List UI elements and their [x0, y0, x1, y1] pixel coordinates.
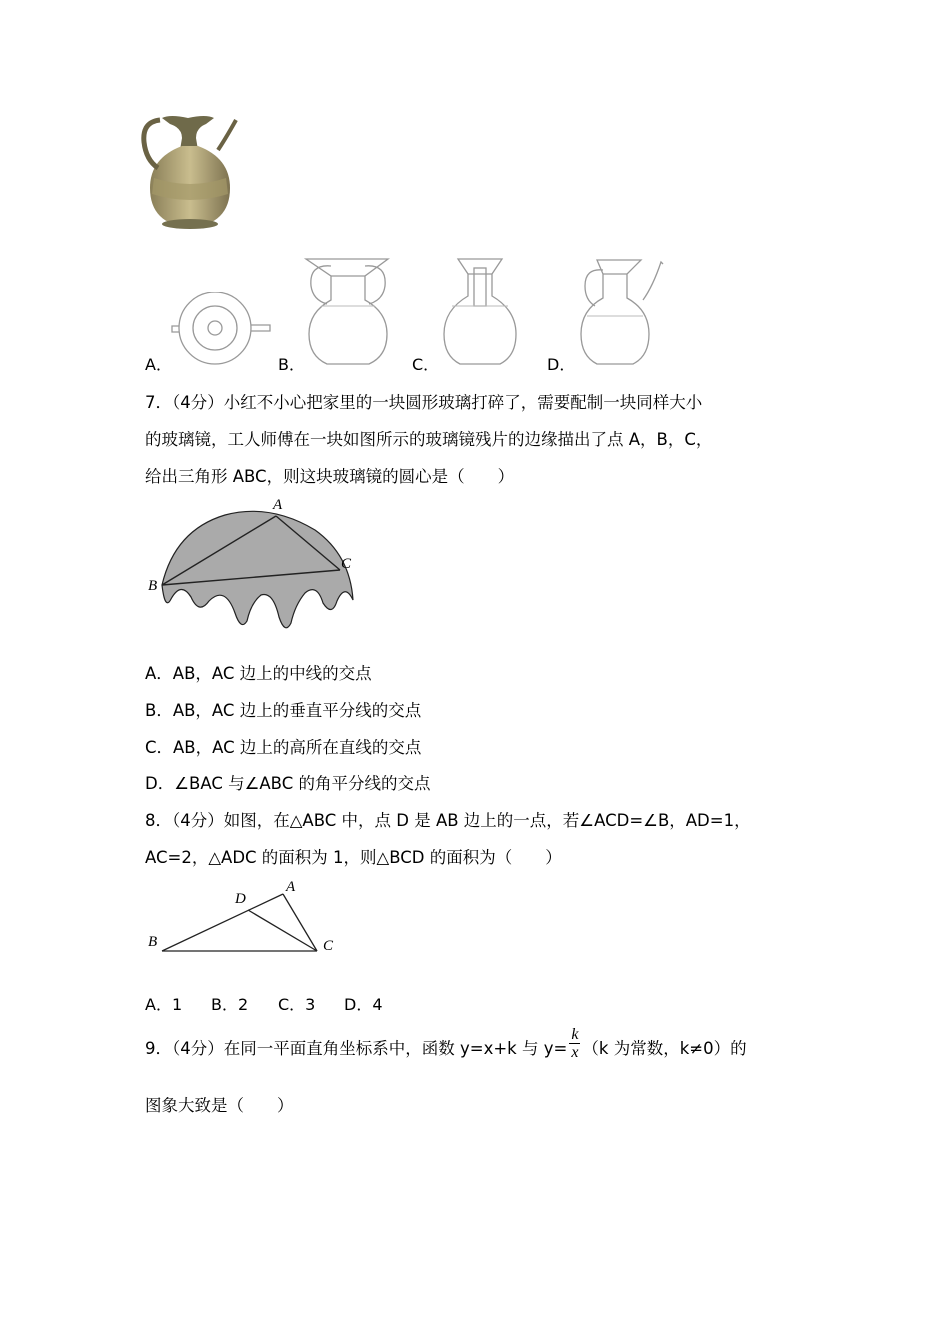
q8-stem-line-1: 8．（4分）如图，在△ABC 中，点 D 是 AB 边上的一点，若∠ACD=∠B，AD=1， — [145, 811, 751, 830]
q9-stem-line-1 — [145, 1026, 747, 1067]
q9-fraction-denominator: x — [571, 1044, 579, 1061]
q6-option-c-vase-view — [440, 256, 520, 366]
q7-option-d[interactable]: D．∠BAC 与∠ABC 的角平分线的交点 — [145, 774, 431, 793]
q6-option-d-label[interactable]: D． — [547, 355, 576, 374]
q6-option-a-label[interactable]: A． — [145, 355, 172, 374]
q8-stem-line-2: AC=2，△ADC 的面积为 1，则△BCD 的面积为（ ） — [145, 848, 562, 867]
q8-option-b[interactable]: B．2 — [211, 995, 249, 1014]
q7-option-c[interactable]: C．AB，AC 边上的高所在直线的交点 — [145, 738, 422, 757]
q8-triangle-figure — [145, 876, 345, 961]
q8-label-c: C — [323, 938, 334, 954]
q9-stem-prefix: 9．（4分）在同一平面直角坐标系中，函数 y=x+k 与 y= — [145, 1039, 568, 1058]
q7-option-a[interactable]: A．AB，AC 边上的中线的交点 — [145, 664, 372, 683]
q7-label-a: A — [273, 497, 283, 513]
q7-option-b[interactable]: B．AB，AC 边上的垂直平分线的交点 — [145, 701, 422, 720]
q8-option-c[interactable]: C．3 — [278, 995, 316, 1014]
q7-stem-line-2: 的玻璃镜，工人师傅在一块如图所示的玻璃镜残片的边缘描出了点 A，B，C， — [145, 430, 713, 449]
q6-option-a-top-view — [170, 292, 275, 367]
q7-broken-glass-figure — [145, 495, 365, 640]
q6-option-b-label[interactable]: B． — [278, 355, 305, 374]
q7-label-b: B — [148, 578, 158, 594]
teapot-photo — [140, 112, 240, 232]
q8-label-b: B — [148, 934, 158, 950]
q8-label-d: D — [235, 891, 246, 907]
q6-option-b-vase-view — [303, 256, 393, 366]
q8-option-a[interactable]: A．1 — [145, 995, 183, 1014]
q8-label-a: A — [286, 879, 296, 895]
q6-option-d-vase-view — [577, 256, 667, 366]
q7-stem-line-3: 给出三角形 ABC，则这块玻璃镜的圆心是（ ） — [145, 467, 515, 486]
q9-stem-suffix: （k 为常数，k≠0）的 — [582, 1039, 747, 1058]
q7-stem-line-1: 7．（4分）小红不小心把家里的一块圆形玻璃打碎了，需要配制一块同样大小 — [145, 393, 703, 412]
q6-option-c-label[interactable]: C． — [412, 355, 440, 374]
q8-option-d[interactable]: D．4 — [344, 995, 383, 1014]
q9-fraction-numerator: k — [571, 1026, 579, 1043]
q7-label-c: C — [341, 556, 352, 572]
q9-stem-line-2: 图象大致是（ ） — [145, 1096, 294, 1115]
q9-fraction — [569, 1026, 580, 1061]
